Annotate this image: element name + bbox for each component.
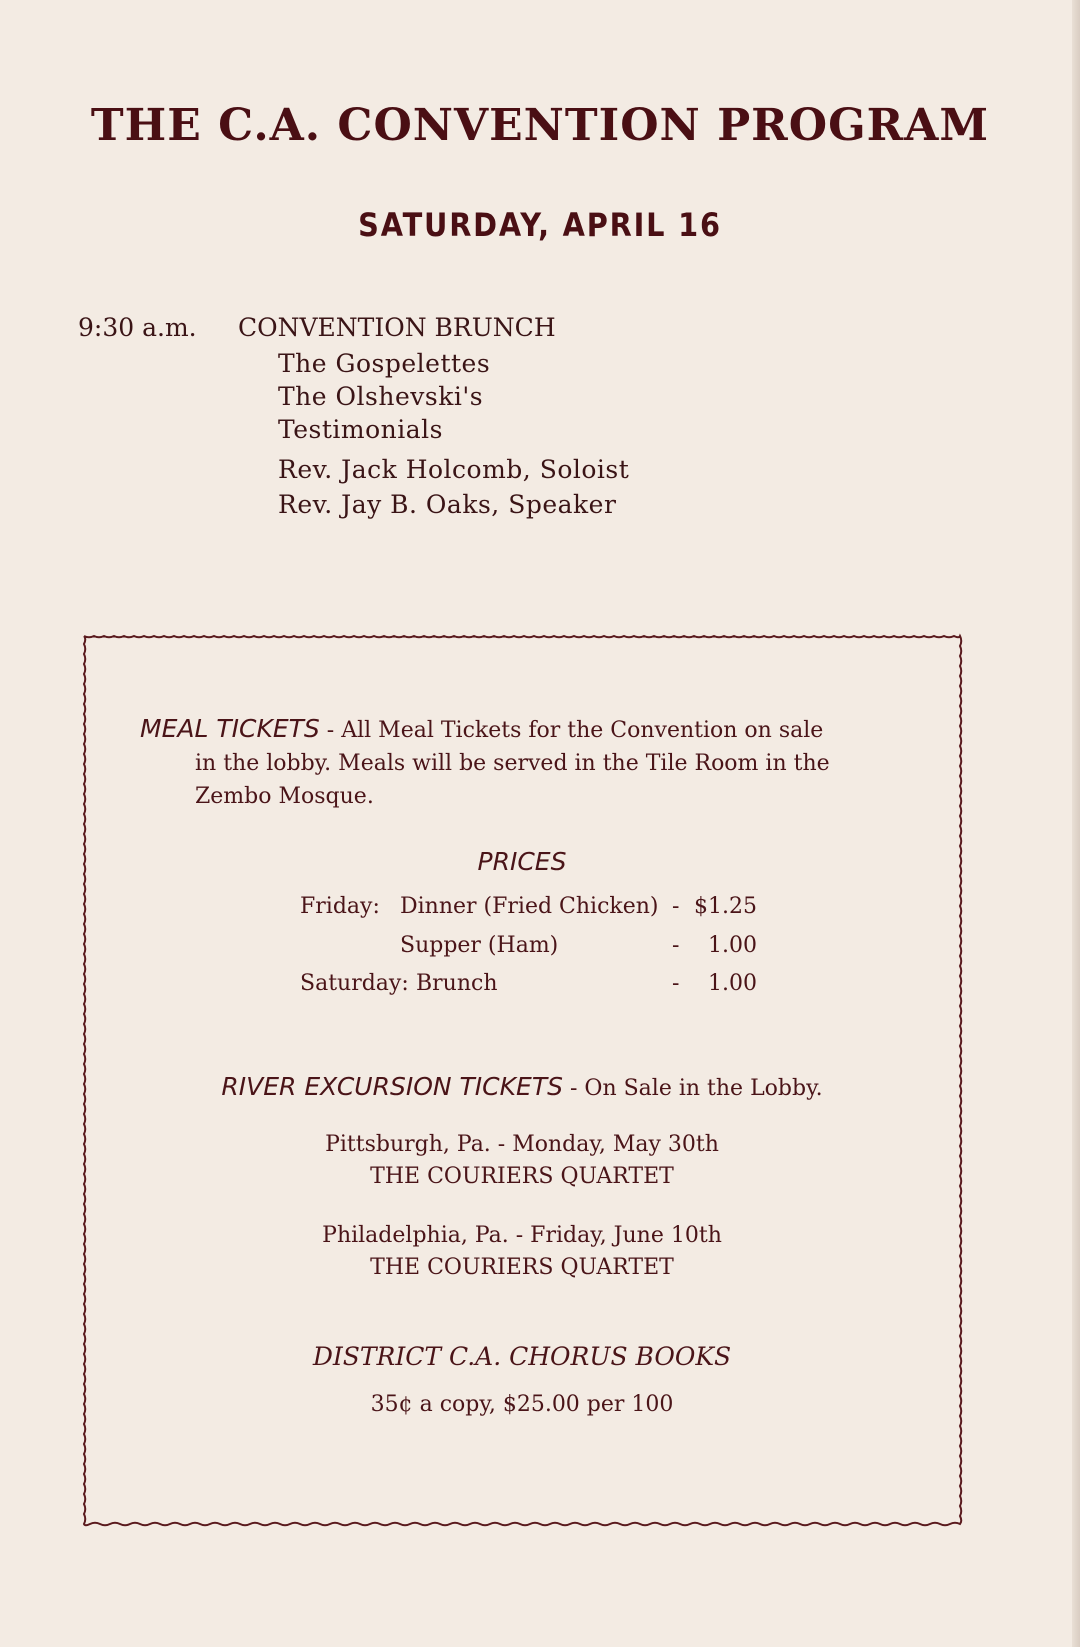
river-excursion-heading: RIVER EXCURSION TICKETS	[221, 1072, 563, 1101]
price-value: 1.00	[708, 933, 757, 958]
schedule-event-title: CONVENTION BRUNCH	[238, 313, 556, 342]
page-title: THE C.A. CONVENTION PROGRAM	[90, 100, 990, 151]
schedule-item: The Gospelettes	[278, 349, 491, 378]
price-dash: -	[672, 971, 680, 996]
day-heading: SATURDAY, APRIL 16	[358, 206, 722, 244]
chorus-books-price: 35¢ a copy, $25.00 per 100	[370, 1392, 674, 1417]
trip-place-date: Pittsburgh, Pa. - Monday, May 30th	[325, 1132, 719, 1157]
trip-group: THE COURIERS QUARTET	[370, 1255, 674, 1280]
schedule-item: Testimonials	[278, 415, 443, 444]
price-value: 1.00	[708, 971, 757, 996]
chorus-books-heading: DISTRICT C.A. CHORUS BOOKS	[312, 1342, 732, 1371]
trip-place-date: Philadelphia, Pa. - Friday, June 10th	[322, 1223, 722, 1248]
meal-tickets-line3: Zembo Mosque.	[195, 784, 374, 809]
price-meal: Supper (Ham)	[400, 933, 559, 958]
prices-heading: PRICES	[477, 847, 567, 876]
river-excursion-line	[80, 1072, 964, 1101]
price-day: Saturday:	[300, 971, 409, 996]
ticket-info-box	[80, 632, 964, 1528]
meal-tickets-paragraph	[140, 712, 915, 813]
price-dash: -	[672, 933, 680, 958]
price-dash: -	[672, 894, 680, 919]
meal-tickets-heading: MEAL TICKETS	[140, 714, 320, 743]
schedule-item: Rev. Jay B. Oaks, Speaker	[278, 490, 617, 519]
price-value: $1.25	[694, 894, 757, 919]
meal-tickets-line1: - All Meal Tickets for the Convention on sale	[326, 718, 824, 743]
price-meal: Dinner (Fried Chicken)	[400, 894, 659, 919]
price-day: Friday:	[300, 894, 380, 919]
page-edge	[1072, 0, 1080, 1647]
trip-group: THE COURIERS QUARTET	[370, 1164, 674, 1189]
schedule-time: 9:30 a.m.	[78, 313, 197, 342]
schedule-item: The Olshevski's	[278, 382, 484, 411]
meal-tickets-line2: in the lobby. Meals will be served in the Tile Room in the	[195, 751, 830, 776]
river-excursion-note: - On Sale in the Lobby.	[569, 1076, 823, 1101]
schedule-item: Rev. Jack Holcomb, Soloist	[278, 455, 630, 484]
price-meal: Brunch	[416, 971, 498, 996]
